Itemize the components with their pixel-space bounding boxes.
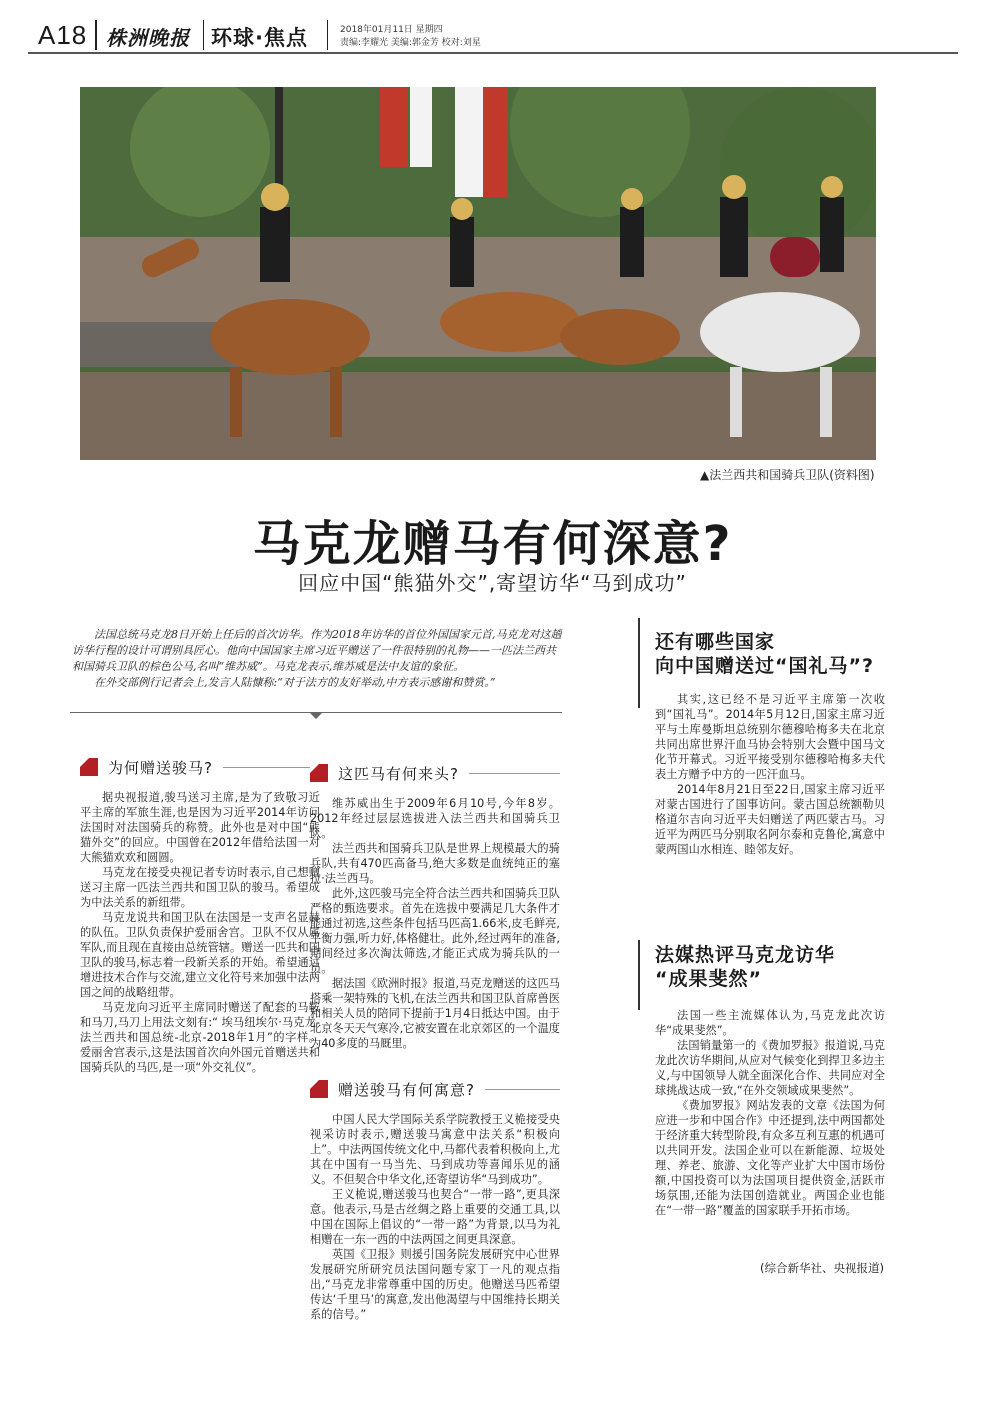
title-line: 还有哪些国家	[655, 631, 776, 653]
paragraph: 法兰西共和国骑兵卫队是世界上规模最大的骑兵队,共有470匹高备马,绝大多数是血统纯正的塞拉·法兰西马。	[310, 842, 560, 885]
paragraph: 王义桅说,赠送骏马也契合“一带一路”,更具深意。他表示,马是古丝绸之路上重要的交通工具,以中国在国际上倡议的“一带一路”为背景,以马为礼相赠在一东一西的中法两国之间更具深意。	[310, 1188, 560, 1246]
editor-credits: 责编:李耀光 美编:郭金芳 校对:刘星	[340, 38, 481, 48]
paragraph: 《费加罗报》网站发表的文章《法国为何应进一步和中国合作》中还提到,法中两国都处于经济重大转型阶段,有众多互利互惠的机遇可以共同开发。法国企业可以在新能源、垃圾处理、养老、旅游、文化等产业扩大中国市场份额,中国投资可以为法国项目提供资金,活跃市场氛围,还能为法国创造就业。两国企业也能在“一带一路”覆盖的国家联手开拓市场。	[655, 1099, 885, 1217]
subheadline: 回应中国“熊猫外交”,寄望访华“马到成功”	[298, 571, 687, 595]
title-line: 法媒热评马克龙访华	[655, 944, 836, 966]
article-origin	[310, 796, 560, 1051]
paragraph: 2014年8月21日至22日,国家主席习近平对蒙古国进行了国事访问。蒙古国总统额勒贝格道尔吉向习近平夫妇赠送了两匹蒙古马。习近平为两匹马分别取名阿尔泰和克鲁伦,寓意中蒙两国山水相连、睦邻友好。	[655, 783, 885, 856]
sidebar-title-media	[655, 943, 905, 991]
paragraph: 马克龙在接受央视记者专访时表示,自己想赠送习主席一匹法兰西共和国卫队的骏马。希望成为中法关系的新纽带。	[80, 866, 320, 909]
photo-caption: ▲法兰西共和国骑兵卫队(资料图)	[700, 468, 875, 482]
paragraph: 据法国《欧洲时报》报道,马克龙赠送的这匹马搭乘一架特殊的飞机,在法兰西共和国卫队首席兽医和相关人员的陪同下提前于1月4日抵达中国。由于北京冬天天气寒冷,它被安置在北京郊区的一个温度为40多度的马厩里。	[310, 977, 560, 1050]
section-rule	[469, 773, 560, 774]
header-divider	[95, 20, 97, 50]
section-header-why	[80, 756, 320, 778]
section-header-origin	[310, 762, 560, 784]
article-others	[655, 692, 885, 857]
section-title: 赠送骏马有何寓意?	[338, 1080, 475, 1099]
section-marker	[80, 758, 98, 776]
paragraph: 维苏威出生于2009年6月10号,今年8岁。2012年经过层层选拔进入法兰西共和国骑兵卫队。	[310, 797, 560, 840]
lead-text: 在外交部例行记者会上,发言人陆慷称:“对于法方的友好举动,中方表示感谢和赞赏。”	[94, 676, 496, 689]
paragraph: 马克龙说共和国卫队在法国是一支声名显赫的队伍。卫队负责保护爱丽舍宫。卫队不仅从属军队,而且现在直接由总统管辖。赠送一匹共和国卫队的骏马,标志着一段新关系的开始。希望通过增进技术合作与交流,建立文化符号来加强中法两国之间的战略纽带。	[80, 911, 320, 999]
cavalry-photo	[80, 87, 876, 460]
header-divider	[327, 20, 328, 50]
section-name: 环球·焦点	[211, 26, 308, 50]
article-meaning	[310, 1112, 560, 1322]
paragraph: 其实,这已经不是习近平主席第一次收到“国礼马”。2014年5月12日,国家主席习近平与土库曼斯坦总统别尔德穆哈梅多夫在北京共同出席世界汗血马协会特别大会暨中国马文化节开幕式。习近平接受别尔德穆哈梅多夫代表土方赠予中方的一匹汗血马。	[655, 693, 885, 781]
issue-date: 2018年01月11日 星期四	[340, 25, 443, 35]
section-title: 为何赠送骏马?	[108, 758, 213, 777]
section-rule	[223, 767, 320, 768]
title-line: 向中国赠送过“国礼马”?	[655, 655, 874, 677]
section-marker	[310, 764, 328, 782]
rule-pointer	[309, 712, 323, 719]
header-rule	[28, 52, 958, 54]
lead-paragraph	[72, 627, 562, 691]
paragraph: 法国一些主流媒体认为,马克龙此次访华“成果斐然”。	[655, 1009, 885, 1037]
paragraph: 此外,这匹骏马完全符合法兰西共和国骑兵卫队严格的甄选要求。首先在选拔中要满足几大条件才能通过初选,这些条件包括马匹高1.66米,皮毛鲜亮,平衡力强,听力好,体格健壮。此外,经过两年的准备,期间经过多次淘汰筛选,才能正式成为骑兵队的一员。	[310, 887, 560, 975]
paragraph: 英国《卫报》则援引国务院发展研究中心世界发展研究所研究员法国问题专家丁一凡的观点指出,“马克龙非常尊重中国的历史。他赠送马匹希望传达‘千里马’的寓意,发出他渴望与中国维持长期关系的信号。”	[310, 1248, 560, 1321]
section-title: 这匹马有何来头?	[338, 764, 459, 783]
title-line: “成果斐然”	[655, 968, 762, 990]
section-rule	[485, 1089, 560, 1090]
paragraph: 法国销量第一的《费加罗报》报道说,马克龙此次访华期间,从应对气候变化到捍卫多边主义,与中国领导人就全面深化合作、共同应对全球挑战达成一致,“在外交领域成果斐然”。	[655, 1039, 885, 1097]
lead-text: 法国总统马克龙8日开始上任后的首次访华。作为2018年访华的首位外国国家元首,马克龙对这趟访华行程的设计可谓别具匠心。他向中国国家主席习近平赠送了一件很特别的礼物——一匹法兰西共和国骑兵卫队的棕色公马,名叫“维苏威”。马克龙表示,维苏威是法中友谊的象征。	[72, 628, 562, 673]
sidebar-title-others	[655, 630, 905, 678]
section-header-meaning	[310, 1078, 560, 1100]
column-divider	[638, 940, 640, 1010]
paragraph: 马克龙向习近平主席同时赠送了配套的马鞍和马刀,马刀上用法文刻有:“ 埃马纽埃尔·马克龙-法兰西共和国总统-北京-2018年1月”的字样。 爱丽舍宫表示,这是法国首次向外国元首赠送共和国骑兵队的马匹,是一项“外交礼仪”。	[80, 1001, 320, 1074]
paragraph: 中国人民大学国际关系学院教授王义桅接受央视采访时表示,赠送骏马寓意中法关系“积极向上”。中法两国传统文化中,马都代表着积极向上,尤其在中国有一马当先、马到成功等喜闻乐见的涵义。不但契合中华文化,还寄望访华“马到成功”。	[310, 1113, 560, 1186]
header-divider	[203, 20, 204, 50]
section-marker	[310, 1080, 328, 1098]
article-why	[80, 790, 320, 1075]
column-divider	[638, 618, 640, 708]
page-number: A18	[38, 20, 88, 50]
article-media	[655, 1008, 885, 1218]
newspaper-logo: 株洲晚报	[106, 26, 190, 50]
headline: 马克龙赠马有何深意?	[252, 516, 733, 572]
paragraph: 据央视报道,骏马送习主席,是为了致敬习近平主席的军旅生涯,也是因为习近平2014年访问法国时对法国骑兵的称赞。此外也是对中国“熊猫外交”的回应。中国曾在2012年借给法国一对大熊猫欢欢和圆圆。	[80, 791, 320, 864]
article-source: (综合新华社、央视报道)	[760, 1261, 884, 1275]
